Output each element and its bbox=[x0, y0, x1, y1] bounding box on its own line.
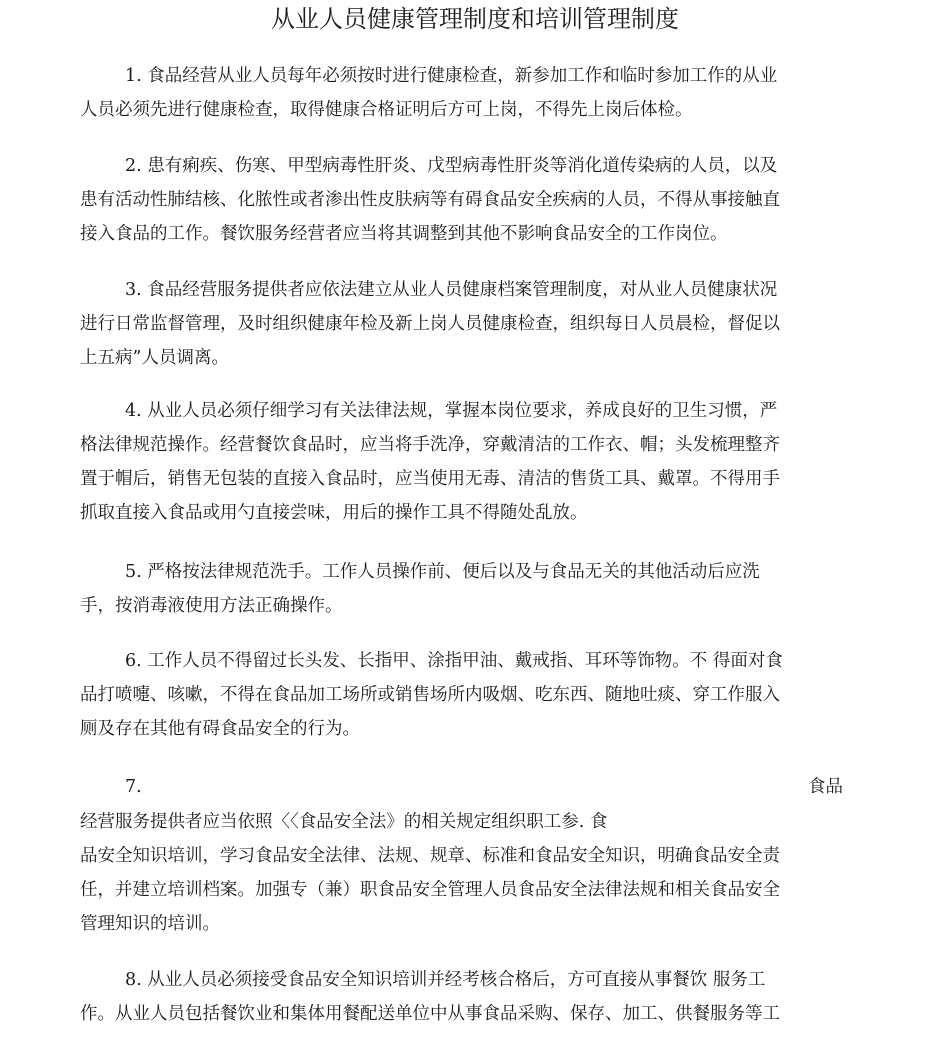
paragraph-line: 接入食品的工作。餐饮服务经营者应当将其调整到其他不影响食品安全的工作岗位。 bbox=[80, 224, 728, 244]
paragraph-line: 格法律规范操作。经营餐饮食品时，应当将手洗净，穿戴清洁的工作衣、帽；头发梳理整齐 bbox=[80, 435, 780, 455]
paragraph-line: 人员必须先进行健康检查，取得健康合格证明后方可上岗，不得先上岗后体检。 bbox=[80, 100, 693, 120]
paragraph-line: 患有活动性肺结核、化脓性或者渗出性皮肤病等有碍食品安全疾病的人员，不得从事接触直 bbox=[80, 190, 780, 210]
paragraph-line: 2. 患有痢疾、伤寒、甲型病毒性肝炎、戊型病毒性肝炎等消化道传染病的人员，以及 bbox=[125, 156, 778, 176]
paragraph-6 bbox=[80, 644, 860, 746]
paragraph-7 bbox=[80, 839, 860, 941]
paragraph-line: 8. 从业人员必须接受食品安全知识培训并经考核合格后，方可直接从事餐饮 服务工 bbox=[125, 970, 766, 990]
paragraph-line: 上五病”人员调离。 bbox=[80, 348, 229, 368]
paragraph-line: 抓取直接入食品或用勺直接尝味，用后的操作工具不得随处乱放。 bbox=[80, 503, 588, 523]
paragraph-line: 厕及存在其他有碍食品安全的行为。 bbox=[80, 719, 360, 739]
paragraph-8 bbox=[80, 963, 860, 1031]
paragraph-line: 4. 从业人员必须仔细学习有关法律法规，掌握本岗位要求，养成良好的卫生习惯，严 bbox=[125, 401, 778, 421]
paragraph-line: 品安全知识培训，学习食品安全法律、法规、规章、标准和食品安全知识，明确食品安全责 bbox=[80, 846, 780, 866]
paragraph-1 bbox=[80, 59, 860, 127]
paragraph-line: 品打喷嚏、咳嗽，不得在食品加工场所或销售场所内吸烟、吃东西、随地吐痰、穿工作服入 bbox=[80, 685, 780, 705]
paragraph-line: 6. 工作人员不得留过长头发、长指甲、涂指甲油、戴戒指、耳环等饰物。不 得面对食 bbox=[125, 651, 783, 671]
paragraph-line: 任，并建立培训档案。加强专（兼）职食品安全管理人员食品安全法律法规和相关食品安全 bbox=[80, 880, 780, 900]
paragraph-5 bbox=[80, 555, 860, 623]
paragraph-line: 作。从业人员包括餐饮业和集体用餐配送单位中从事食品采购、保存、加工、供餐服务等工 bbox=[80, 1004, 780, 1024]
paragraph-4 bbox=[80, 394, 860, 530]
paragraph-line: 进行日常监督管理，及时组织健康年检及新上岗人员健康检查，组织每日人员晨检，督促以 bbox=[80, 314, 780, 334]
paragraph-line: 3. 食品经营服务提供者应依法建立从业人员健康档案管理制度，对从业人员健康状况 bbox=[125, 280, 778, 300]
paragraph-7-number: 7. bbox=[125, 777, 142, 797]
paragraph-2 bbox=[80, 149, 860, 251]
paragraph-3 bbox=[80, 273, 860, 375]
paragraph-line: 5. 严格按法律规范洗手。工作人员操作前、便后以及与食品无关的其他活动后应洗 bbox=[125, 562, 760, 582]
paragraph-line: 1. 食品经营从业人员每年必须按时进行健康检查，新参加工作和临时参加工作的从业 bbox=[125, 66, 778, 86]
paragraph-7-lead-word: 食品 bbox=[808, 777, 843, 797]
document-title: 从业人员健康管理制度和培训管理制度 bbox=[271, 5, 679, 33]
paragraph-line: 手，按消毒液使用方法正确操作。 bbox=[80, 596, 343, 616]
paragraph-line: 置于帽后，销售无包装的直接入食品时，应当使用无毒、清洁的售货工具、戴罩。不得用手 bbox=[80, 469, 780, 489]
paragraph-7-line: 经营服务提供者应当依照〈〈食品安全法》的相关规定组织职工参. 食 bbox=[80, 812, 608, 832]
paragraph-line: 管理知识的培训。 bbox=[80, 914, 220, 934]
